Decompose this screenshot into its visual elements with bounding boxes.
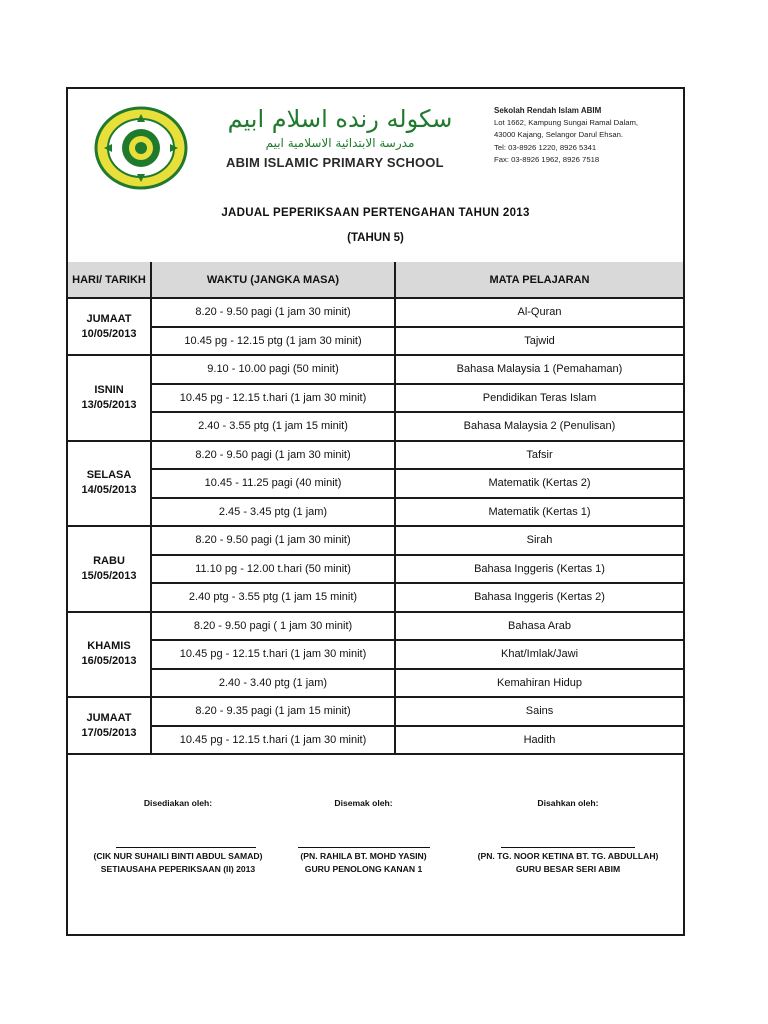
signature-line <box>298 847 430 848</box>
arabic-subtitle-text: مدرسة الابتدائية الاسلامية ابيم <box>265 136 415 150</box>
subject-cell: Bahasa Inggeris (Kertas 2) <box>395 583 683 612</box>
table-row <box>68 555 683 584</box>
day-date-cell <box>68 355 151 441</box>
time-cell: 2.40 ptg - 3.55 ptg (1 jam 15 minit) <box>151 583 395 612</box>
day-name: RABU <box>93 554 125 567</box>
subject-cell: Sirah <box>395 526 683 555</box>
subject-cell: Hadith <box>395 726 683 755</box>
time-cell: 8.20 - 9.50 pagi (1 jam 30 minit) <box>151 441 395 470</box>
day-name: KHAMIS <box>87 640 131 653</box>
table-row <box>68 498 683 527</box>
day-name: JUMAAT <box>86 711 132 724</box>
address-title: Sekolah Rendah Islam ABIM <box>494 106 602 115</box>
time-cell: 8.20 - 9.50 pagi ( 1 jam 30 minit) <box>151 612 395 641</box>
column-header-time: WAKTU (JANGKA MASA) <box>151 262 395 298</box>
time-cell: 8.20 - 9.50 pagi (1 jam 30 minit) <box>151 298 395 327</box>
time-cell: 8.20 - 9.35 pagi (1 jam 15 minit) <box>151 697 395 726</box>
table-header-row <box>68 262 683 298</box>
subject-cell: Matematik (Kertas 2) <box>395 469 683 498</box>
signature-line <box>116 847 256 848</box>
subject-cell: Bahasa Inggeris (Kertas 1) <box>395 555 683 584</box>
signatory-name: (PN. TG. NOOR KETINA BT. TG. ABDULLAH) <box>477 851 659 861</box>
subject-cell: Al-Quran <box>395 298 683 327</box>
table-row <box>68 526 683 555</box>
table-row <box>68 726 683 755</box>
subject-cell: Kemahiran Hidup <box>395 669 683 698</box>
table-row <box>68 583 683 612</box>
time-cell: 10.45 pg - 12.15 t.hari (1 jam 30 minit) <box>151 726 395 755</box>
exam-date: 13/05/2013 <box>81 398 137 411</box>
column-header-subject: MATA PELAJARAN <box>395 262 683 298</box>
table-row <box>68 469 683 498</box>
exam-date: 14/05/2013 <box>81 484 137 497</box>
time-cell: 2.40 - 3.40 ptg (1 jam) <box>151 669 395 698</box>
table-row <box>68 640 683 669</box>
subject-cell: Sains <box>395 697 683 726</box>
address-fax: Fax: 03-8926 1962, 8926 7518 <box>494 154 600 164</box>
signature-label: Disahkan oleh: <box>537 798 599 808</box>
arabic-name-text: سكوله رندە اسلام ابيم <box>227 105 453 133</box>
document-subtitle: (TAHUN 5) <box>347 232 404 244</box>
time-cell: 2.40 - 3.55 ptg (1 jam 15 minit) <box>151 412 395 441</box>
school-logo-emblem <box>94 106 188 190</box>
signature-line <box>501 847 635 848</box>
time-cell: 10.45 pg - 12.15 t.hari (1 jam 30 minit) <box>151 384 395 413</box>
time-cell: 10.45 - 11.25 pagi (40 minit) <box>151 469 395 498</box>
signatory-role: GURU BESAR SERI ABIM <box>515 864 621 874</box>
signatory-name: (PN. RAHILA BT. MOHD YASIN) <box>300 851 427 861</box>
subject-cell: Bahasa Malaysia 2 (Penulisan) <box>395 412 683 441</box>
table-row <box>68 327 683 356</box>
subject-cell: Tafsir <box>395 441 683 470</box>
day-name: ISNIN <box>94 383 124 396</box>
address-line-2: 43000 Kajang, Selangor Darul Ehsan. <box>494 130 624 140</box>
day-date-cell <box>68 612 151 698</box>
table-row <box>68 669 683 698</box>
day-date-cell <box>68 298 151 355</box>
table-row <box>68 298 683 327</box>
table-row <box>68 412 683 441</box>
day-date-cell <box>68 526 151 612</box>
letterhead <box>68 89 683 264</box>
subject-cell: Pendidikan Teras Islam <box>395 384 683 413</box>
day-name: JUMAAT <box>86 312 132 325</box>
address-line-1: Lot 1662, Kampung Sungai Ramal Dalam, <box>494 118 639 128</box>
subject-cell: Bahasa Arab <box>395 612 683 641</box>
table-row <box>68 441 683 470</box>
school-name: ABIM ISLAMIC PRIMARY SCHOOL <box>226 155 444 170</box>
signature-section <box>68 754 683 934</box>
signature-label: Disemak oleh: <box>334 798 393 808</box>
exam-date: 17/05/2013 <box>81 726 137 739</box>
signatory-name: (CIK NUR SUHAILI BINTI ABDUL SAMAD) <box>93 851 263 861</box>
signatory-role: GURU PENOLONG KANAN 1 <box>304 864 423 874</box>
table-row <box>68 612 683 641</box>
exam-date: 16/05/2013 <box>81 655 137 668</box>
time-cell: 9.10 - 10.00 pagi (50 minit) <box>151 355 395 384</box>
table-row <box>68 697 683 726</box>
arabic-school-name-calligraphy <box>198 101 483 151</box>
time-cell: 11.10 pg - 12.00 t.hari (50 minit) <box>151 555 395 584</box>
column-header-day: HARI/ TARIKH <box>68 262 151 298</box>
exam-date: 15/05/2013 <box>81 569 137 582</box>
time-cell: 10.45 pg - 12.15 ptg (1 jam 30 minit) <box>151 327 395 356</box>
subject-cell: Tajwid <box>395 327 683 356</box>
address-tel: Tel: 03-8926 1220, 8926 5341 <box>494 142 597 152</box>
exam-date: 10/05/2013 <box>81 327 137 340</box>
school-address-block <box>494 105 638 166</box>
signatory-role: SETIAUSAHA PEPERIKSAAN (II) 2013 <box>100 864 256 874</box>
time-cell: 8.20 - 9.50 pagi (1 jam 30 minit) <box>151 526 395 555</box>
document-title: JADUAL PEPERIKSAAN PERTENGAHAN TAHUN 2013 <box>221 207 530 219</box>
subject-cell: Khat/Imlak/Jawi <box>395 640 683 669</box>
table-body <box>68 298 683 754</box>
day-name: SELASA <box>86 469 132 482</box>
time-cell: 2.45 - 3.45 ptg (1 jam) <box>151 498 395 527</box>
table-row <box>68 355 683 384</box>
time-cell: 10.45 pg - 12.15 t.hari (1 jam 30 minit) <box>151 640 395 669</box>
day-date-cell <box>68 441 151 527</box>
subject-cell: Bahasa Malaysia 1 (Pemahaman) <box>395 355 683 384</box>
day-date-cell <box>68 697 151 754</box>
signature-label: Disediakan oleh: <box>143 798 213 808</box>
exam-schedule-table <box>68 262 683 755</box>
table-row <box>68 384 683 413</box>
subject-cell: Matematik (Kertas 1) <box>395 498 683 527</box>
exam-schedule-sheet <box>66 87 685 936</box>
